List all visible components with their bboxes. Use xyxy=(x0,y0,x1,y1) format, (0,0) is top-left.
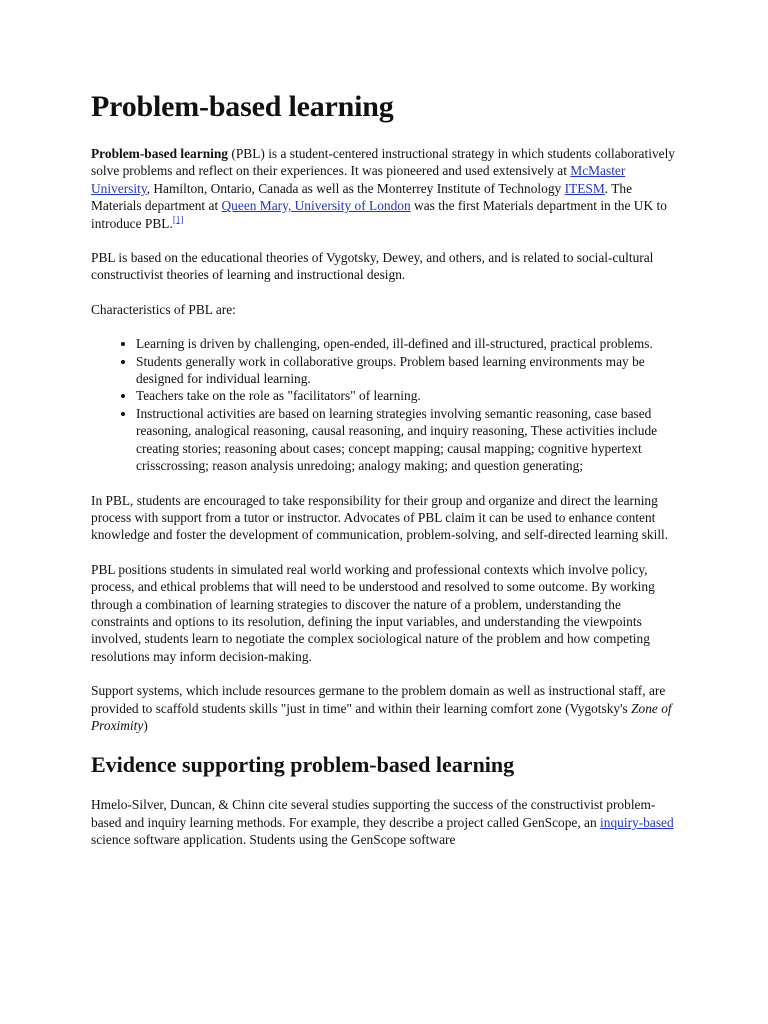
intro-text-2: , Hamilton, Ontario, Canada as well as the Monterrey Institute of Technology xyxy=(146,180,565,196)
intro-text-4: was the first Materials department in the UK to introduce PBL. xyxy=(91,198,667,231)
link-inquiry-based[interactable]: inquiry-based xyxy=(600,814,674,830)
reference-link-1[interactable]: [1] xyxy=(172,214,184,225)
intro-text-1: (PBL) is a student-centered instructional strategy in which students collaboratively solve problems and reflect on their experiences. It was pioneered and used extensively at xyxy=(91,146,675,179)
paragraph-support-systems xyxy=(91,682,681,734)
support-text-1: Support systems, which include resources germane to the problem domain as well as instructional staff, are provided to scaffold students skills "just in time" and within their learning comfort zone (Vygotsky's xyxy=(91,683,666,716)
zone-of-proximity-emphasis: Zone of Proximity xyxy=(91,700,672,733)
article xyxy=(91,88,681,866)
list-item: • Learning is driven by challenging, open-ended, ill-defined and ill-structured, practical problems. xyxy=(136,335,681,352)
intro-paragraph xyxy=(91,145,681,232)
list-item: • Instructional activities are based on learning strategies involving semantic reasoning, case based reasoning, analogical reasoning, causal reasoning, and inquiry reasoning, These activities include creating stories; reasoning about cases; concept mapping; causal mapping; cognitive hypertext crisscrossing; reason analysis unredoing; analogy making; and question generating; xyxy=(136,405,681,475)
paragraph-responsibility: In PBL, students are encouraged to take responsibility for their group and organize and direct the learning process with support from a tutor or instructor. Advocates of PBL claim it can be used to enhance content knowledge and foster the development of communication, problem-solving, and self-directed learning skill. xyxy=(91,492,669,543)
page-title: Problem-based learning xyxy=(91,90,394,123)
link-mcmaster-university[interactable]: McMaster University xyxy=(91,163,626,196)
bold-term: Problem-based learning xyxy=(91,146,229,161)
list-item: • Teachers take on the role as "facilitators" of learning. xyxy=(136,387,681,404)
link-itesm[interactable]: ITESM xyxy=(564,180,605,196)
section-heading-evidence: Evidence supporting problem-based learning xyxy=(91,752,515,778)
paragraph-characteristics-intro: Characteristics of PBL are: xyxy=(91,301,236,317)
intro-text-3: . The Materials department at xyxy=(91,180,633,214)
paragraph-positions: PBL positions students in simulated real world working and professional contexts which involve policy, process, and ethical problems that will need to be understood and resolved to some outcome. By working through a combination of learning strategies to discover the nature of a problem, understanding the constraints and options to its resolution, defining the input variables, and understanding the viewpoints involved, students learn to negotiate the complex sociological nature of the problem and how competing resolutions may inform decision-making. xyxy=(91,561,655,664)
characteristics-list xyxy=(91,335,681,474)
paragraph-evidence xyxy=(91,796,681,848)
evidence-text-2: science software application. Students using the GenScope software xyxy=(91,832,456,848)
list-item: • Students generally work in collaborative groups. Problem based learning environments may be designed for individual learning. xyxy=(136,353,681,388)
support-text-2: ) xyxy=(143,717,148,733)
link-queen-mary[interactable]: Queen Mary, University of London xyxy=(221,198,411,214)
reference-superscript xyxy=(173,214,184,224)
evidence-text-1: Hmelo-Silver, Duncan, & Chinn cite several studies supporting the success of the constructivist problem-based and inquiry learning methods. For example, they describe a project called GenScope, an xyxy=(91,797,656,830)
paragraph-theories: PBL is based on the educational theories of Vygotsky, Dewey, and others, and is related to social-cultural constructivist theories of learning and instructional design. xyxy=(91,250,654,283)
